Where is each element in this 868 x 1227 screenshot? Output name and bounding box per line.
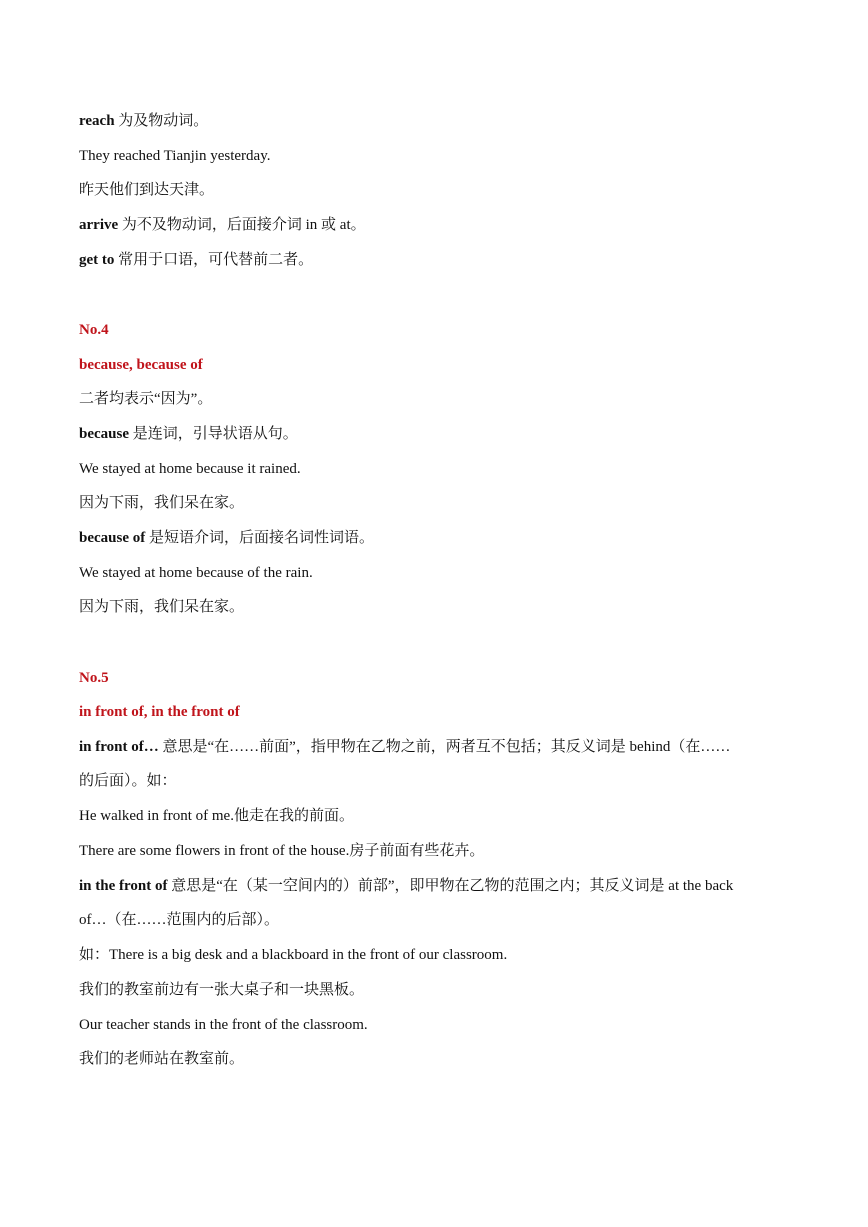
in-front-of-desc-cont: 的后面）。如：: [79, 773, 177, 789]
section-5-title: in front of, in the front of: [79, 704, 240, 720]
because-of-line: [79, 528, 799, 548]
term-in-front-of: in front of…: [79, 739, 159, 755]
example-zh: 昨天他们到达天津。: [79, 182, 215, 198]
get-to-desc: 常用于口语，可代替前二者。: [114, 252, 314, 268]
in-front-of-line: [79, 737, 799, 757]
example-en: They reached Tianjin yesterday.: [79, 148, 271, 164]
term-arrive: arrive: [79, 217, 119, 233]
reach-desc: 为及物动词。: [114, 113, 209, 129]
example-zh: 因为下雨，我们呆在家。: [79, 495, 245, 511]
in-the-front-of-line: [79, 876, 799, 896]
because-desc: 是连词，引导状语从句。: [129, 426, 298, 442]
example-en: We stayed at home because of the rain.: [79, 565, 313, 581]
term-because-of: because of: [79, 530, 146, 546]
reach-line: [79, 111, 799, 131]
section-4-title: because, because of: [79, 357, 203, 373]
example-3: 如：There is a big desk and a blackboard in the front of our classroom.: [79, 947, 508, 963]
term-in-the-front-of: in the front of: [79, 878, 168, 894]
example-zh: 因为下雨，我们呆在家。: [79, 599, 245, 615]
example-4: Our teacher stands in the front of the classroom.: [79, 1017, 368, 1033]
example-en: We stayed at home because it rained.: [79, 461, 301, 477]
example-1: He walked in front of me.他走在我的前面。: [79, 808, 354, 824]
in-the-front-of-desc: 意思是“在（某一空间内的）前部”，即甲物在乙物的范围之内；其反义词是 at the back: [167, 878, 734, 894]
section-4-intro: 二者均表示“因为”。: [79, 391, 213, 407]
in-the-front-of-desc-cont: of…（在……范围内的后部）。: [79, 912, 279, 928]
term-get-to: get to: [79, 252, 115, 268]
in-front-of-desc: 意思是“在……前面”，指甲物在乙物之前，两者互不包括；其反义词是 behind（在……: [158, 739, 731, 755]
because-line: [79, 424, 799, 444]
section-5-number: No.5: [79, 670, 109, 686]
because-of-desc: 是短语介词，后面接名词性词语。: [145, 530, 375, 546]
section-4-number: No.4: [79, 322, 109, 338]
get-to-line: [79, 250, 799, 270]
example-3-zh: 我们的教室前边有一张大桌子和一块黑板。: [79, 982, 365, 998]
arrive-line: [79, 215, 799, 235]
term-reach: reach: [79, 113, 115, 129]
arrive-desc: 为不及物动词，后面接介词 in 或 at。: [118, 217, 366, 233]
term-because: because: [79, 426, 129, 442]
example-2: There are some flowers in front of the house.房子前面有些花卉。: [79, 843, 485, 859]
example-4-zh: 我们的老师站在教室前。: [79, 1051, 245, 1067]
